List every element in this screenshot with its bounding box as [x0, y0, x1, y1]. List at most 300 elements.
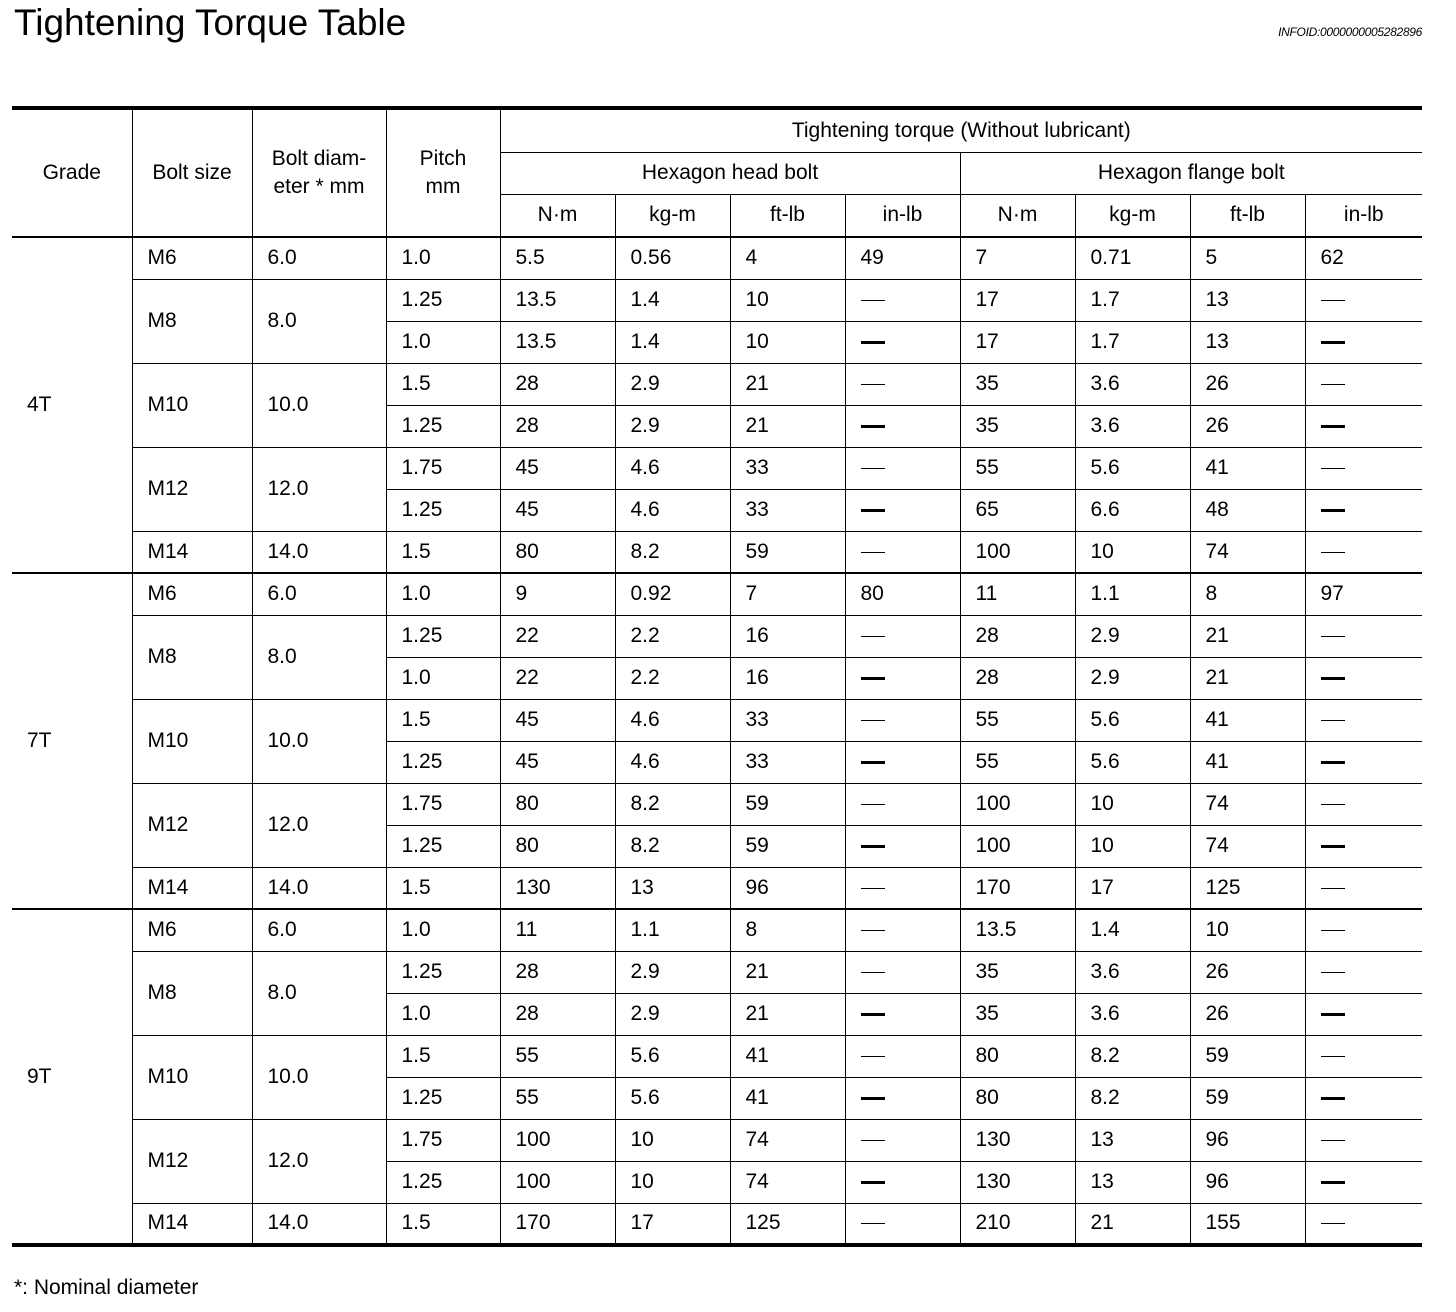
torque-value-cell: 100 [960, 825, 1075, 867]
not-applicable-dash [861, 888, 885, 889]
torque-value-cell: 2.9 [1075, 615, 1190, 657]
torque-value-cell [845, 531, 960, 573]
torque-value-cell: 10 [1075, 783, 1190, 825]
grade-cell: 9T [12, 909, 132, 1245]
header-unit: N·m [960, 194, 1075, 237]
torque-value-cell [1305, 867, 1422, 909]
pitch-cell: 1.25 [386, 615, 500, 657]
torque-value-cell [1305, 489, 1422, 531]
bolt-diameter-cell: 8.0 [252, 279, 386, 363]
torque-value-cell: 125 [730, 1203, 845, 1245]
torque-value-cell: 16 [730, 615, 845, 657]
torque-value-cell: 7 [730, 573, 845, 615]
header-unit: kg-m [1075, 194, 1190, 237]
torque-value-cell: 33 [730, 447, 845, 489]
torque-value-cell: 1.4 [1075, 909, 1190, 951]
torque-value-cell: 26 [1190, 993, 1305, 1035]
torque-value-cell: 26 [1190, 405, 1305, 447]
not-applicable-dash [1321, 509, 1345, 512]
torque-value-cell [845, 1119, 960, 1161]
torque-value-cell: 8 [1190, 573, 1305, 615]
not-applicable-dash [1321, 384, 1345, 385]
torque-value-cell: 0.92 [615, 573, 730, 615]
torque-value-cell: 1.7 [1075, 279, 1190, 321]
torque-value-cell: 13 [1075, 1119, 1190, 1161]
torque-value-cell: 74 [730, 1119, 845, 1161]
bolt-size-cell: M14 [132, 531, 252, 573]
not-applicable-dash [861, 972, 885, 973]
not-applicable-dash [1321, 1056, 1345, 1057]
not-applicable-dash [861, 1140, 885, 1141]
torque-value-cell: 10 [1075, 825, 1190, 867]
torque-value-cell: 170 [960, 867, 1075, 909]
torque-value-cell [1305, 1119, 1422, 1161]
bolt-size-cell: M6 [132, 573, 252, 615]
torque-value-cell: 48 [1190, 489, 1305, 531]
table-row [12, 279, 1422, 321]
torque-value-cell: 1.4 [615, 321, 730, 363]
torque-value-cell: 170 [500, 1203, 615, 1245]
torque-value-cell [845, 909, 960, 951]
torque-value-cell: 2.2 [615, 615, 730, 657]
torque-value-cell: 1.7 [1075, 321, 1190, 363]
not-applicable-dash [861, 425, 885, 428]
bolt-diameter-cell: 14.0 [252, 531, 386, 573]
torque-value-cell: 1.1 [615, 909, 730, 951]
torque-value-cell: 55 [960, 699, 1075, 741]
not-applicable-dash [1321, 845, 1345, 848]
torque-value-cell [1305, 993, 1422, 1035]
torque-value-cell: 59 [1190, 1035, 1305, 1077]
torque-value-cell: 4.6 [615, 447, 730, 489]
torque-value-cell: 21 [1190, 657, 1305, 699]
bolt-diameter-cell: 10.0 [252, 1035, 386, 1119]
torque-value-cell: 80 [500, 783, 615, 825]
not-applicable-dash [861, 1223, 885, 1224]
bolt-size-cell: M10 [132, 699, 252, 783]
torque-value-cell: 59 [730, 783, 845, 825]
torque-value-cell: 41 [1190, 699, 1305, 741]
torque-value-cell: 100 [960, 531, 1075, 573]
torque-value-cell: 5.6 [1075, 699, 1190, 741]
torque-value-cell [845, 405, 960, 447]
torque-value-cell [1305, 825, 1422, 867]
header-grade: Grade [12, 108, 132, 237]
bolt-size-cell: M12 [132, 783, 252, 867]
torque-value-cell: 4.6 [615, 741, 730, 783]
torque-value-cell: 45 [500, 489, 615, 531]
table-row [12, 363, 1422, 405]
torque-value-cell [845, 1077, 960, 1119]
table-row [12, 615, 1422, 657]
torque-value-cell: 26 [1190, 951, 1305, 993]
torque-value-cell: 35 [960, 993, 1075, 1035]
torque-value-cell: 35 [960, 363, 1075, 405]
bolt-diameter-cell: 8.0 [252, 951, 386, 1035]
torque-value-cell: 6.6 [1075, 489, 1190, 531]
footnote: *: Nominal diameter [14, 1276, 199, 1299]
torque-value-cell [845, 825, 960, 867]
not-applicable-dash [1321, 300, 1345, 301]
torque-value-cell: 210 [960, 1203, 1075, 1245]
header-unit: ft-lb [1190, 194, 1305, 237]
pitch-cell: 1.5 [386, 363, 500, 405]
bolt-size-cell: M14 [132, 867, 252, 909]
torque-value-cell: 8.2 [615, 783, 730, 825]
torque-value-cell: 13 [1190, 321, 1305, 363]
torque-value-cell: 49 [845, 237, 960, 279]
torque-value-cell: 100 [500, 1119, 615, 1161]
header-unit: in-lb [845, 194, 960, 237]
pitch-cell: 1.25 [386, 1161, 500, 1203]
torque-value-cell: 28 [500, 993, 615, 1035]
torque-value-cell: 8.2 [615, 531, 730, 573]
not-applicable-dash [1321, 804, 1345, 805]
not-applicable-dash [861, 677, 885, 680]
pitch-cell: 1.75 [386, 447, 500, 489]
torque-value-cell: 16 [730, 657, 845, 699]
table-row [12, 783, 1422, 825]
torque-value-cell: 5.6 [1075, 741, 1190, 783]
bolt-diameter-cell: 12.0 [252, 783, 386, 867]
table-row [12, 1035, 1422, 1077]
not-applicable-dash [1321, 1181, 1345, 1184]
torque-value-cell: 62 [1305, 237, 1422, 279]
table-row [12, 573, 1422, 615]
torque-value-cell: 17 [1075, 867, 1190, 909]
torque-value-cell: 74 [730, 1161, 845, 1203]
not-applicable-dash [1321, 1097, 1345, 1100]
torque-value-cell: 35 [960, 405, 1075, 447]
not-applicable-dash [861, 509, 885, 512]
pitch-cell: 1.0 [386, 573, 500, 615]
not-applicable-dash [861, 636, 885, 637]
torque-value-cell: 0.71 [1075, 237, 1190, 279]
pitch-cell: 1.25 [386, 825, 500, 867]
bolt-diameter-cell: 12.0 [252, 1119, 386, 1203]
torque-value-cell: 11 [500, 909, 615, 951]
table-row [12, 1119, 1422, 1161]
torque-value-cell: 26 [1190, 363, 1305, 405]
header-unit: kg-m [615, 194, 730, 237]
torque-value-cell [1305, 363, 1422, 405]
torque-value-cell: 3.6 [1075, 951, 1190, 993]
bolt-size-cell: M6 [132, 237, 252, 279]
torque-value-cell: 3.6 [1075, 363, 1190, 405]
not-applicable-dash [861, 720, 885, 721]
torque-value-cell [1305, 741, 1422, 783]
torque-value-cell: 13.5 [500, 321, 615, 363]
torque-value-cell: 80 [960, 1077, 1075, 1119]
torque-value-cell: 2.9 [615, 363, 730, 405]
torque-value-cell: 11 [960, 573, 1075, 615]
pitch-cell: 1.75 [386, 1119, 500, 1161]
not-applicable-dash [1321, 1223, 1345, 1224]
torque-value-cell: 41 [1190, 741, 1305, 783]
torque-value-cell: 74 [1190, 783, 1305, 825]
torque-value-cell [1305, 699, 1422, 741]
torque-value-cell: 55 [500, 1077, 615, 1119]
torque-value-cell: 10 [730, 279, 845, 321]
torque-value-cell: 17 [960, 321, 1075, 363]
torque-value-cell: 80 [500, 531, 615, 573]
torque-value-cell: 22 [500, 615, 615, 657]
table-row [12, 237, 1422, 279]
torque-value-cell [1305, 1077, 1422, 1119]
torque-value-cell: 5.6 [615, 1077, 730, 1119]
torque-value-cell: 35 [960, 951, 1075, 993]
pitch-cell: 1.0 [386, 909, 500, 951]
torque-value-cell: 17 [960, 279, 1075, 321]
torque-value-cell: 13.5 [960, 909, 1075, 951]
torque-value-cell: 13 [1190, 279, 1305, 321]
pitch-cell: 1.25 [386, 951, 500, 993]
not-applicable-dash [1321, 552, 1345, 553]
torque-value-cell: 74 [1190, 825, 1305, 867]
torque-value-cell: 2.9 [615, 951, 730, 993]
bolt-size-cell: M12 [132, 447, 252, 531]
not-applicable-dash [861, 1056, 885, 1057]
not-applicable-dash [861, 384, 885, 385]
torque-value-cell: 3.6 [1075, 993, 1190, 1035]
table-row [12, 951, 1422, 993]
page-title: Tightening Torque Table [14, 2, 407, 43]
torque-value-cell: 10 [615, 1161, 730, 1203]
torque-value-cell: 10 [615, 1119, 730, 1161]
torque-value-cell: 65 [960, 489, 1075, 531]
torque-value-cell: 41 [1190, 447, 1305, 489]
torque-value-cell: 80 [845, 573, 960, 615]
torque-value-cell: 155 [1190, 1203, 1305, 1245]
not-applicable-dash [861, 930, 885, 931]
torque-value-cell: 28 [500, 405, 615, 447]
bolt-size-cell: M12 [132, 1119, 252, 1203]
torque-value-cell [1305, 1203, 1422, 1245]
torque-value-cell [845, 1203, 960, 1245]
torque-value-cell [845, 1035, 960, 1077]
torque-value-cell [1305, 657, 1422, 699]
torque-value-cell: 2.2 [615, 657, 730, 699]
torque-value-cell: 8 [730, 909, 845, 951]
header-unit: ft-lb [730, 194, 845, 237]
pitch-cell: 1.0 [386, 993, 500, 1035]
bolt-diameter-cell: 12.0 [252, 447, 386, 531]
bolt-diameter-cell: 6.0 [252, 573, 386, 615]
torque-value-cell: 41 [730, 1035, 845, 1077]
not-applicable-dash [1321, 761, 1345, 764]
grade-cell: 7T [12, 573, 132, 909]
torque-value-cell [845, 993, 960, 1035]
torque-value-cell [1305, 615, 1422, 657]
pitch-cell: 1.25 [386, 741, 500, 783]
torque-value-cell [845, 741, 960, 783]
torque-value-cell: 8.2 [615, 825, 730, 867]
torque-value-cell: 22 [500, 657, 615, 699]
table-body [12, 237, 1422, 1245]
info-id: INFOID:0000000005282896 [1278, 25, 1422, 39]
torque-value-cell [845, 447, 960, 489]
table-row [12, 447, 1422, 489]
torque-value-cell [845, 699, 960, 741]
not-applicable-dash [1321, 972, 1345, 973]
torque-value-cell [1305, 783, 1422, 825]
torque-value-cell: 41 [730, 1077, 845, 1119]
torque-value-cell: 33 [730, 489, 845, 531]
torque-value-cell [845, 867, 960, 909]
header-bolt-diameter [252, 108, 386, 237]
torque-value-cell: 28 [960, 615, 1075, 657]
torque-value-cell [845, 657, 960, 699]
table-row [12, 867, 1422, 909]
pitch-cell: 1.25 [386, 489, 500, 531]
not-applicable-dash [1321, 341, 1345, 344]
pitch-cell: 1.5 [386, 1035, 500, 1077]
torque-value-cell: 96 [730, 867, 845, 909]
bolt-size-cell: M10 [132, 1035, 252, 1119]
torque-value-cell: 21 [730, 993, 845, 1035]
pitch-cell: 1.25 [386, 1077, 500, 1119]
torque-value-cell [1305, 531, 1422, 573]
bolt-diameter-cell: 6.0 [252, 237, 386, 279]
grade-cell: 4T [12, 237, 132, 573]
torque-value-cell: 45 [500, 699, 615, 741]
pitch-cell: 1.0 [386, 237, 500, 279]
not-applicable-dash [861, 1181, 885, 1184]
torque-value-cell [845, 1161, 960, 1203]
pitch-cell: 1.25 [386, 405, 500, 447]
torque-value-cell: 33 [730, 699, 845, 741]
not-applicable-dash [1321, 888, 1345, 889]
bolt-diameter-cell: 10.0 [252, 699, 386, 783]
not-applicable-dash [861, 1013, 885, 1016]
torque-value-cell: 2.9 [615, 993, 730, 1035]
torque-value-cell: 97 [1305, 573, 1422, 615]
not-applicable-dash [1321, 636, 1345, 637]
not-applicable-dash [861, 468, 885, 469]
torque-value-cell [1305, 279, 1422, 321]
torque-value-cell: 1.4 [615, 279, 730, 321]
torque-value-cell: 130 [960, 1119, 1075, 1161]
torque-value-cell: 55 [500, 1035, 615, 1077]
torque-value-cell: 28 [960, 657, 1075, 699]
bolt-diameter-cell: 14.0 [252, 867, 386, 909]
bolt-size-cell: M8 [132, 279, 252, 363]
torque-value-cell: 130 [500, 867, 615, 909]
torque-value-cell: 13 [1075, 1161, 1190, 1203]
not-applicable-dash [861, 341, 885, 344]
torque-value-cell [845, 279, 960, 321]
pitch-cell: 1.25 [386, 279, 500, 321]
not-applicable-dash [861, 761, 885, 764]
torque-value-cell: 0.56 [615, 237, 730, 279]
not-applicable-dash [1321, 930, 1345, 931]
not-applicable-dash [861, 845, 885, 848]
torque-value-cell [1305, 1161, 1422, 1203]
torque-value-cell [845, 321, 960, 363]
bolt-diameter-cell: 6.0 [252, 909, 386, 951]
torque-value-cell [1305, 405, 1422, 447]
torque-value-cell: 21 [730, 405, 845, 447]
bolt-size-cell: M8 [132, 615, 252, 699]
torque-value-cell: 33 [730, 741, 845, 783]
not-applicable-dash [1321, 1140, 1345, 1141]
torque-value-cell: 5.6 [1075, 447, 1190, 489]
bolt-size-cell: M14 [132, 1203, 252, 1245]
torque-value-cell: 125 [1190, 867, 1305, 909]
torque-value-cell: 100 [500, 1161, 615, 1203]
header-unit: N·m [500, 194, 615, 237]
torque-value-cell: 96 [1190, 1119, 1305, 1161]
torque-value-cell: 28 [500, 951, 615, 993]
torque-value-cell: 28 [500, 363, 615, 405]
torque-value-cell: 45 [500, 741, 615, 783]
torque-value-cell [845, 783, 960, 825]
bolt-diameter-cell: 10.0 [252, 363, 386, 447]
pitch-cell: 1.0 [386, 657, 500, 699]
torque-value-cell: 10 [1190, 909, 1305, 951]
torque-value-cell [845, 489, 960, 531]
bolt-size-cell: M6 [132, 909, 252, 951]
table-row [12, 909, 1422, 951]
torque-value-cell [1305, 909, 1422, 951]
torque-value-cell: 13.5 [500, 279, 615, 321]
torque-value-cell: 4.6 [615, 699, 730, 741]
header-bolt-size: Bolt size [132, 108, 252, 237]
not-applicable-dash [1321, 425, 1345, 428]
torque-value-cell: 4.6 [615, 489, 730, 531]
torque-value-cell [845, 615, 960, 657]
header-bolt-diameter-label: Bolt diam- eter * mm [271, 147, 367, 198]
not-applicable-dash [1321, 468, 1345, 469]
torque-value-cell: 10 [730, 321, 845, 363]
torque-value-cell: 55 [960, 741, 1075, 783]
torque-value-cell: 59 [730, 531, 845, 573]
not-applicable-dash [861, 552, 885, 553]
torque-table [12, 106, 1422, 1247]
torque-value-cell: 8.2 [1075, 1035, 1190, 1077]
torque-value-cell: 21 [730, 951, 845, 993]
torque-value-cell: 5.5 [500, 237, 615, 279]
torque-value-cell: 8.2 [1075, 1077, 1190, 1119]
not-applicable-dash [861, 1097, 885, 1100]
torque-value-cell: 45 [500, 447, 615, 489]
torque-value-cell: 3.6 [1075, 405, 1190, 447]
torque-value-cell [1305, 1035, 1422, 1077]
header-pitch [386, 108, 500, 237]
torque-value-cell [845, 363, 960, 405]
bolt-size-cell: M8 [132, 951, 252, 1035]
table-row [12, 1203, 1422, 1245]
not-applicable-dash [1321, 1013, 1345, 1016]
bolt-diameter-cell: 14.0 [252, 1203, 386, 1245]
pitch-cell: 1.75 [386, 783, 500, 825]
torque-value-cell: 2.9 [1075, 657, 1190, 699]
torque-value-cell: 21 [730, 363, 845, 405]
header-tightening-torque: Tightening torque (Without lubricant) [500, 108, 1422, 152]
torque-value-cell: 2.9 [615, 405, 730, 447]
header-hexagon-head-bolt: Hexagon head bolt [500, 152, 960, 194]
torque-value-cell: 80 [500, 825, 615, 867]
not-applicable-dash [861, 804, 885, 805]
torque-value-cell: 4 [730, 237, 845, 279]
torque-value-cell: 59 [1190, 1077, 1305, 1119]
bolt-size-cell: M10 [132, 363, 252, 447]
torque-value-cell: 80 [960, 1035, 1075, 1077]
torque-value-cell: 21 [1075, 1203, 1190, 1245]
table-row [12, 531, 1422, 573]
not-applicable-dash [1321, 720, 1345, 721]
torque-value-cell [845, 951, 960, 993]
